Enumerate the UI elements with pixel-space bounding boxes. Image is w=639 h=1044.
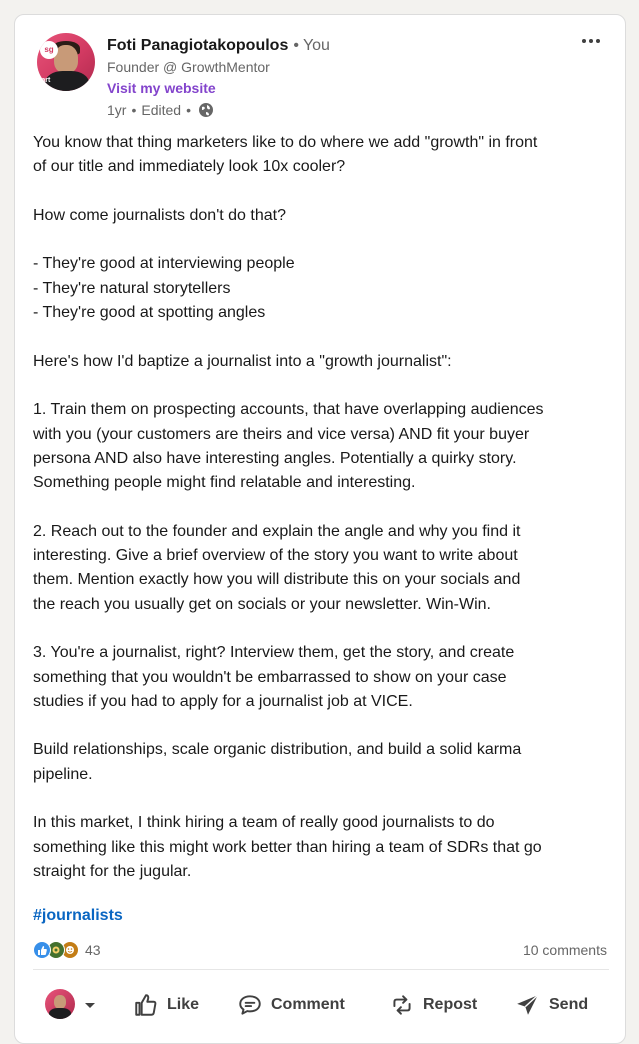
like-label: Like bbox=[167, 996, 200, 1013]
post-body-line: In this market, I think hiring a team of really good journalists to do bbox=[33, 814, 495, 832]
post-body-line: the reach you usually get on socials or your newsletter. Win-Win. bbox=[33, 595, 491, 613]
repost-label: Repost bbox=[423, 996, 478, 1013]
author-name-line bbox=[107, 35, 330, 57]
post-body bbox=[33, 131, 613, 884]
actor-avatar-face bbox=[54, 995, 66, 1009]
post-body-line: - They're good at interviewing people bbox=[33, 255, 295, 273]
paragraph-gap bbox=[33, 228, 613, 252]
paragraph-gap bbox=[33, 495, 613, 519]
post-body-line: Build relationships, scale organic distribution, and build a solid karma bbox=[33, 741, 522, 759]
paragraph-gap bbox=[33, 374, 613, 398]
thumbs-up-icon bbox=[133, 992, 159, 1018]
post-body-line: You know that thing marketers like to do where we add "growth" in front bbox=[33, 134, 538, 151]
send-label: Send bbox=[549, 996, 589, 1013]
post-body-line: - They're natural storytellers bbox=[33, 279, 231, 297]
meta-dot: • bbox=[131, 102, 137, 118]
avatar-shirt bbox=[45, 71, 89, 91]
chevron-down-icon[interactable] bbox=[83, 998, 97, 1012]
post-meta bbox=[107, 101, 214, 119]
paragraph-gap bbox=[33, 180, 613, 204]
meta-dot-2: • bbox=[186, 102, 191, 118]
post-body-line: something that you wouldn't be embarrassed to show on your case bbox=[33, 668, 507, 686]
post-body-line: - They're good at spotting angles bbox=[33, 304, 266, 322]
post-body-line: interesting. Give a brief overview of the story you want to write about bbox=[33, 547, 518, 565]
paragraph-gap bbox=[33, 714, 613, 738]
repost-button[interactable] bbox=[389, 989, 477, 1021]
post-body-line: Something people might find relatable and interesting. bbox=[33, 474, 416, 492]
actor-avatar-shirt bbox=[49, 1008, 71, 1019]
post-header bbox=[35, 33, 605, 133]
globe-icon bbox=[198, 102, 214, 118]
hashtag-link[interactable]: #journalists bbox=[33, 907, 123, 924]
actor-avatar-switcher[interactable] bbox=[45, 989, 75, 1019]
post-body-line: 2. Reach out to the founder and explain the angle and why you find it bbox=[33, 522, 521, 540]
post-body-line: of our title and immediately look 10x cooler? bbox=[33, 158, 346, 176]
comment-label: Comment bbox=[271, 996, 345, 1013]
author-headline: Founder @ GrowthMentor bbox=[107, 59, 270, 75]
author-avatar[interactable] bbox=[37, 33, 95, 91]
post-body-line: How come journalists don't do that? bbox=[33, 206, 286, 224]
post-body-line: with you (your customers are theirs and vice versa) AND fit your buyer bbox=[33, 425, 530, 443]
author-relation: You bbox=[302, 37, 330, 54]
paragraph-gap bbox=[33, 617, 613, 641]
repost-icon bbox=[389, 992, 415, 1018]
post-time: 1yr bbox=[107, 102, 127, 118]
author-name[interactable]: Foti Panagiotakopoulos bbox=[107, 37, 289, 54]
avatar-tag: tart bbox=[39, 77, 51, 84]
post-body-line: 3. You're a journalist, right? Interview them, get the story, and create bbox=[33, 644, 515, 662]
actions-divider bbox=[33, 969, 609, 970]
post-body-line: straight for the jugular. bbox=[33, 862, 192, 880]
paragraph-gap bbox=[33, 325, 613, 349]
post-body-line: persona AND also have interesting angles. Potentially a quirky story. bbox=[33, 449, 517, 467]
paragraph-gap bbox=[33, 787, 613, 811]
post-body-line: 1. Train them on prospecting accounts, that have overlapping audiences bbox=[33, 401, 544, 419]
more-options-icon[interactable] bbox=[579, 33, 603, 49]
comments-count-link[interactable]: 10 comments bbox=[522, 942, 607, 958]
name-separator: • bbox=[293, 37, 299, 54]
post-body-line: something like this might work better than hiring a team of SDRs that go bbox=[33, 838, 542, 856]
post-body-line: pipeline. bbox=[33, 765, 93, 783]
reaction-count: 43 bbox=[85, 942, 101, 958]
visit-website-link[interactable]: Visit my website bbox=[107, 80, 216, 96]
like-button[interactable] bbox=[133, 989, 199, 1021]
post-body-line: them. Mention exactly how you will distribute this on your socials and bbox=[33, 571, 521, 589]
send-button[interactable] bbox=[515, 989, 588, 1021]
reactions-summary[interactable] bbox=[33, 940, 101, 960]
comment-button[interactable] bbox=[237, 989, 345, 1021]
like-icon bbox=[33, 941, 51, 959]
post-body-line: studies if you had to apply for a journalist job at VICE. bbox=[33, 692, 413, 710]
send-icon bbox=[515, 992, 541, 1018]
post-card bbox=[14, 14, 626, 1044]
post-edited: Edited bbox=[141, 102, 182, 118]
post-body-line: Here's how I'd baptize a journalist into a "growth journalist": bbox=[33, 352, 452, 370]
avatar-badge: sg bbox=[40, 41, 58, 59]
post-actions-bar bbox=[33, 983, 609, 1027]
comment-icon bbox=[237, 992, 263, 1018]
